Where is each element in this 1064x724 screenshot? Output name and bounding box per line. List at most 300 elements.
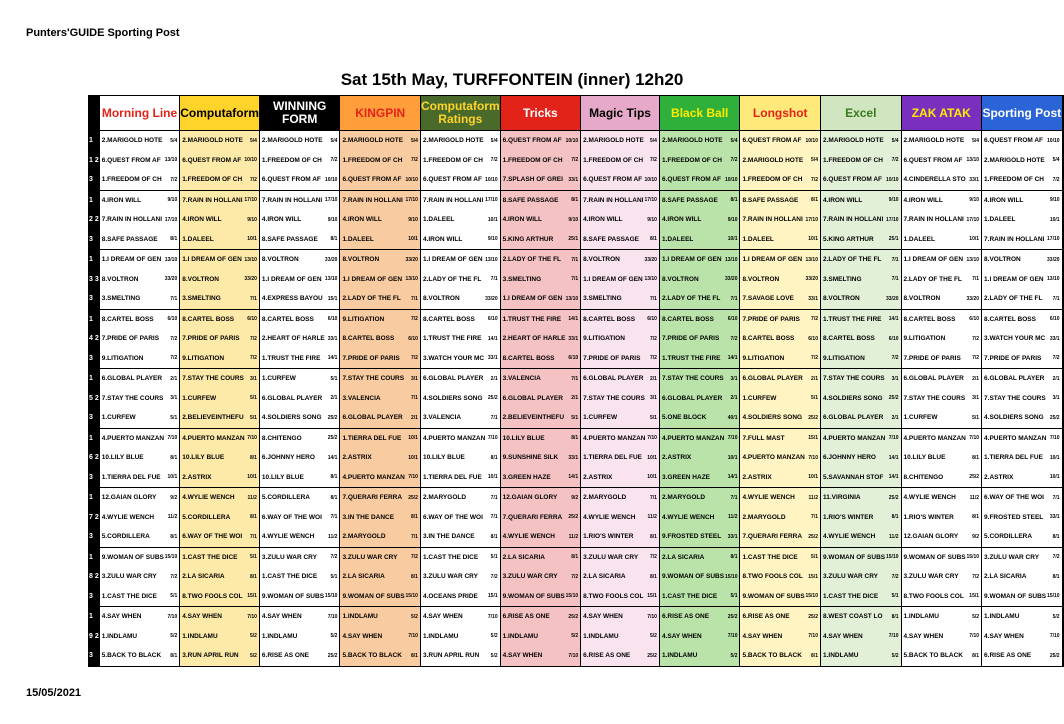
horse-name: 5.BACK TO BLACK xyxy=(742,652,802,660)
tip-cell xyxy=(180,547,260,567)
odds: 7/10 xyxy=(727,435,738,442)
odds: 8/1 xyxy=(972,454,980,461)
column-header-longshot: Longshot xyxy=(740,96,821,131)
horse-name: 8.CHITENGO xyxy=(261,434,302,442)
odds: 7/2 xyxy=(650,335,657,342)
horse-name: 6.QUEST FROM AF xyxy=(422,176,482,184)
odds: 10/1 xyxy=(408,236,418,243)
tip-cell xyxy=(420,270,500,290)
tip-cell xyxy=(500,428,581,448)
horse-name: 8.SAFE PASSAGE xyxy=(261,235,318,243)
tip-cell xyxy=(420,389,500,409)
tip-cell xyxy=(420,468,500,488)
horse-name: 6.QUEST FROM AF xyxy=(903,156,963,164)
tip-cell xyxy=(581,508,660,528)
tip-cell xyxy=(982,468,1063,488)
odds: 33/20 xyxy=(244,276,257,283)
odds: 8/1 xyxy=(730,197,738,204)
tip-cell xyxy=(982,151,1063,171)
odds: 3/1 xyxy=(249,375,257,382)
odds: 25/2 xyxy=(1049,652,1060,659)
tip-cell xyxy=(581,607,660,627)
odds: 7/10 xyxy=(888,633,899,640)
odds: 11/2 xyxy=(247,494,257,501)
horse-name: 6.RISE AS ONE xyxy=(261,652,309,660)
tip-cell xyxy=(500,289,581,309)
odds: 7/10 xyxy=(247,435,257,442)
horse-name: 7.STAY THE COURS xyxy=(101,394,164,402)
odds: 33/1 xyxy=(568,454,579,461)
horse-name: 2.MARIGOLD HOTE xyxy=(823,137,884,145)
tip-cell xyxy=(420,190,500,210)
tip-cell xyxy=(180,527,260,547)
horse-name: 1.CAST THE DICE xyxy=(182,553,238,561)
horse-name: 2.MARYGOLD xyxy=(342,533,386,541)
odds: 15/10 xyxy=(966,554,980,561)
horse-name: 8.TWO FOOLS COL xyxy=(583,592,644,600)
odds: 5/2 xyxy=(249,652,257,659)
odds: 7/2 xyxy=(972,573,980,580)
odds: 8/1 xyxy=(490,454,498,461)
odds: 5/4 xyxy=(249,137,257,144)
odds: 10/10 xyxy=(565,137,579,144)
odds: 9/2 xyxy=(972,533,980,540)
tip-cell xyxy=(901,547,982,567)
horse-name: 9.SUNSHINE SILK xyxy=(502,454,559,462)
tip-cell xyxy=(99,428,180,448)
tip-cell xyxy=(821,646,902,666)
horse-name: 4.PUERTO MANZAN xyxy=(742,454,805,462)
horse-name: 4.IRON WILL xyxy=(823,196,863,204)
tip-cell xyxy=(180,289,260,309)
tip-cell xyxy=(901,250,982,270)
table-row xyxy=(89,567,1064,587)
tip-cell xyxy=(982,190,1063,210)
odds: 10/10 xyxy=(1047,137,1060,144)
table-row xyxy=(89,389,1064,409)
horse-name: 6.QUEST FROM AF xyxy=(823,176,882,184)
horse-name: 2.MARYGOLD xyxy=(422,494,467,502)
horse-name: 4.PUERTO MANZAN xyxy=(661,434,725,442)
horse-name: 1.CAST THE DICE xyxy=(261,573,318,581)
tip-cell xyxy=(259,230,340,250)
horse-name: 3.WATCH YOUR MC xyxy=(422,354,485,362)
odds: 25/2 xyxy=(568,613,579,620)
odds: 7/1 xyxy=(730,295,738,302)
tip-cell xyxy=(259,527,340,547)
horse-name: 4.SOLDIERS SONG xyxy=(742,414,803,422)
horse-name: 1.INDLAMU xyxy=(903,613,939,621)
tip-cell xyxy=(982,329,1063,349)
odds: 7/2 xyxy=(170,355,178,362)
race-number: 1 xyxy=(89,607,100,627)
tip-cell xyxy=(581,389,660,409)
tip-cell xyxy=(740,329,821,349)
tip-cell xyxy=(420,607,500,627)
tip-cell xyxy=(740,627,821,647)
odds: 7/10 xyxy=(727,633,738,640)
tip-cell xyxy=(500,488,581,508)
tip-cell xyxy=(99,627,180,647)
odds: 8/1 xyxy=(972,514,980,521)
horse-name: 5.KING ARTHUR xyxy=(823,235,874,243)
odds: 25/1 xyxy=(888,236,899,243)
odds: 7/2 xyxy=(490,157,498,164)
tip-cell xyxy=(581,587,660,607)
horse-name: 1.RIO'S WINTER xyxy=(903,513,954,521)
right-edge xyxy=(1062,547,1063,567)
odds: 7/1 xyxy=(249,533,257,540)
horse-name: 7.STAY THE COURS xyxy=(583,394,645,402)
tip-cell xyxy=(340,389,421,409)
tip-cell xyxy=(180,230,260,250)
odds: 10/1 xyxy=(487,216,498,223)
odds: 25/1 xyxy=(568,236,579,243)
odds: 10/10 xyxy=(724,176,738,183)
odds: 17/10 xyxy=(644,197,657,204)
race-number: 7 2 xyxy=(89,508,100,528)
odds: 10/1 xyxy=(808,474,818,481)
tip-cell xyxy=(982,270,1063,290)
horse-name: 3.RUN APRIL RUN xyxy=(182,652,239,660)
horse-name: 2.MARIGOLD HOTE xyxy=(422,137,484,145)
tip-cell xyxy=(99,369,180,389)
tip-cell xyxy=(901,190,982,210)
odds: 25/2 xyxy=(888,494,899,501)
odds: 13/10 xyxy=(164,256,178,263)
tip-cell xyxy=(420,131,500,151)
tip-cell xyxy=(180,448,260,468)
odds: 17/10 xyxy=(886,216,899,223)
tip-cell xyxy=(99,230,180,250)
odds: 25/2 xyxy=(487,395,498,402)
tip-cell xyxy=(581,230,660,250)
tip-cell xyxy=(581,488,660,508)
odds: 33/20 xyxy=(405,256,418,263)
tip-cell xyxy=(420,151,500,171)
odds: 7/10 xyxy=(647,435,657,442)
tip-cell xyxy=(581,646,660,666)
tip-cell xyxy=(581,210,660,230)
horse-name: 1.I DREAM OF GEN xyxy=(342,275,403,283)
tip-cell xyxy=(821,527,902,547)
tip-cell xyxy=(740,369,821,389)
odds: 13/10 xyxy=(485,256,498,263)
tip-cell xyxy=(259,170,340,190)
tip-cell xyxy=(500,170,581,190)
horse-name: 4.WYLIE WENCH xyxy=(101,513,155,521)
tip-cell xyxy=(99,488,180,508)
tip-cell xyxy=(340,289,421,309)
horse-name: 2.LA SICARIA xyxy=(583,573,626,581)
horse-name: 8.CARTEL BOSS xyxy=(742,335,795,343)
tip-cell xyxy=(500,508,581,528)
table-row xyxy=(89,349,1064,369)
tip-cell xyxy=(821,349,902,369)
odds: 5/2 xyxy=(170,633,178,640)
tip-cell xyxy=(340,646,421,666)
horse-name: 2.LA SICARIA xyxy=(182,573,225,581)
horse-name: 1.FREEDOM OF CH xyxy=(823,156,883,164)
tip-cell xyxy=(259,468,340,488)
column-header-sporting-post: Sporting Post xyxy=(982,96,1063,131)
tip-cell xyxy=(259,289,340,309)
odds: 13/10 xyxy=(966,256,980,263)
horse-name: 1.DALEEL xyxy=(182,235,214,243)
horse-name: 7.QUERARI FERRA xyxy=(742,533,803,541)
horse-name: 5.CORDILLERA xyxy=(261,494,310,502)
odds: 3/1 xyxy=(411,375,418,382)
right-edge xyxy=(1062,468,1063,488)
tip-cell xyxy=(99,309,180,329)
horse-name: 3.IN THE DANCE xyxy=(342,513,395,521)
tip-cell xyxy=(740,587,821,607)
column-header-computaform-ratings: Computaform Ratings xyxy=(420,96,500,131)
tip-cell xyxy=(180,488,260,508)
odds: 25/2 xyxy=(1049,414,1060,421)
horse-name: 5.ONE BLOCK xyxy=(661,414,707,422)
horse-name: 1.INDLAMU xyxy=(422,632,459,640)
tip-cell xyxy=(901,527,982,547)
odds: 9/10 xyxy=(1049,197,1060,204)
tip-cell xyxy=(420,587,500,607)
tip-cell xyxy=(500,190,581,210)
horse-name: 2.MARYGOLD xyxy=(661,494,706,502)
horse-name: 10.LILY BLUE xyxy=(502,434,545,442)
odds: 25/2 xyxy=(408,494,418,501)
horse-name: 9.FROSTED STEEL xyxy=(661,533,722,541)
tip-cell xyxy=(901,408,982,428)
race-number: 3 xyxy=(89,408,100,428)
tip-cell xyxy=(259,567,340,587)
odds: 8/1 xyxy=(411,573,418,580)
horse-name: 4.PUERTO MANZAN xyxy=(182,434,245,442)
tip-cell xyxy=(99,289,180,309)
odds: 7/10 xyxy=(808,454,818,461)
horse-name: 9.WOMAN OF SUBS xyxy=(261,592,325,600)
odds: 5/1 xyxy=(972,414,980,421)
tip-cell xyxy=(500,547,581,567)
odds: 7/1 xyxy=(891,256,899,263)
horse-name: 12.GAIAN GLORY xyxy=(101,494,157,502)
tip-cell xyxy=(99,448,180,468)
odds: 7/2 xyxy=(490,573,498,580)
tip-cell xyxy=(259,151,340,171)
tip-cell xyxy=(659,131,740,151)
horse-name: 9.LITIGATION xyxy=(101,354,144,362)
horse-name: 1.I DREAM OF GEN xyxy=(182,256,242,264)
race-number: 3 xyxy=(89,230,100,250)
column-header-tricks: Tricks xyxy=(500,96,581,131)
tip-cell xyxy=(581,349,660,369)
horse-name: 8.CARTEL BOSS xyxy=(502,354,555,362)
tip-cell xyxy=(259,607,340,627)
odds: 7/1 xyxy=(1052,494,1060,501)
odds: 11/2 xyxy=(808,494,818,501)
horse-name: 12.GAIAN GLORY xyxy=(903,533,959,541)
odds: 11/2 xyxy=(647,514,657,521)
tip-cell xyxy=(740,547,821,567)
tip-cell xyxy=(821,448,902,468)
tip-cell xyxy=(180,270,260,290)
horse-name: 8.VOLTRON xyxy=(422,295,460,303)
horse-name: 7.SAVAGE LOVE xyxy=(742,295,794,303)
tip-cell xyxy=(340,190,421,210)
tip-cell xyxy=(581,329,660,349)
right-edge xyxy=(1062,607,1063,627)
horse-name: 1.INDLAMU xyxy=(583,632,619,640)
horse-name: 6.QUEST FROM AF xyxy=(182,156,242,164)
table-row xyxy=(89,230,1064,250)
horse-name: 1.INDLAMU xyxy=(101,632,138,640)
race-number: 3 xyxy=(89,646,100,666)
horse-name: 2.MARIGOLD HOTE xyxy=(583,137,644,145)
horse-name: 7.STAY THE COURS xyxy=(342,375,405,383)
horse-name: 4.PUERTO MANZAN xyxy=(984,434,1047,442)
horse-name: 8.CARTEL BOSS xyxy=(101,315,154,323)
odds: 8/1 xyxy=(170,236,178,243)
horse-name: 1.I DREAM OF GEN xyxy=(101,256,162,264)
horse-name: 9.FROSTED STEEL xyxy=(984,513,1044,521)
horse-name: 9.WOMAN OF SUBS xyxy=(742,592,805,600)
footer-date: 15/05/2021 xyxy=(26,687,82,699)
right-edge xyxy=(1062,349,1063,369)
horse-name: 8.VOLTRON xyxy=(583,256,620,264)
tip-cell xyxy=(180,349,260,369)
tip-cell xyxy=(659,527,740,547)
tip-cell xyxy=(821,428,902,448)
horse-name: 4.SAY WHEN xyxy=(422,613,463,621)
horse-name: 7.STAY THE COURS xyxy=(182,375,244,383)
horse-name: 2.LADY OF THE FL xyxy=(823,256,882,264)
horse-name: 1.FREEDOM OF CH xyxy=(182,176,243,184)
tip-cell xyxy=(420,329,500,349)
odds: 7/2 xyxy=(811,355,818,362)
table-row xyxy=(89,527,1064,547)
horse-name: 8.CARTEL BOSS xyxy=(261,315,314,323)
horse-name: 3.GREEN HAZE xyxy=(661,473,711,481)
tip-cell xyxy=(821,329,902,349)
race-number: 8 2 xyxy=(89,567,100,587)
tip-cell xyxy=(180,329,260,349)
odds: 7/1 xyxy=(249,295,257,302)
horse-name: 2.ASTRIX xyxy=(583,473,613,481)
odds: 15/1 xyxy=(808,435,818,442)
tip-cell xyxy=(180,389,260,409)
right-edge xyxy=(1062,289,1063,309)
tip-cell xyxy=(420,210,500,230)
race-number: 1 xyxy=(89,309,100,329)
horse-name: 3.ZULU WAR CRY xyxy=(502,573,558,581)
odds: 11/2 xyxy=(969,494,980,501)
table-row xyxy=(89,151,1064,171)
tip-cell xyxy=(659,230,740,250)
tip-cell xyxy=(500,151,581,171)
odds: 33/20 xyxy=(164,276,178,283)
odds: 7/10 xyxy=(969,435,980,442)
tip-cell xyxy=(740,170,821,190)
odds: 3/1 xyxy=(730,375,738,382)
horse-name: 4.PUERTO MANZAN xyxy=(823,434,886,442)
tip-cell xyxy=(821,567,902,587)
horse-name: 8.WEST COAST LO xyxy=(823,613,883,621)
tip-cell xyxy=(180,250,260,270)
tip-cell xyxy=(740,349,821,369)
right-edge xyxy=(1062,488,1063,508)
horse-name: 8.CARTEL BOSS xyxy=(342,335,395,343)
tip-cell xyxy=(180,567,260,587)
tip-cell xyxy=(99,210,180,230)
table-row xyxy=(89,587,1064,607)
odds: 9/2 xyxy=(571,494,579,501)
odds: 14/1 xyxy=(888,316,899,323)
tip-cell xyxy=(259,270,340,290)
odds: 2/1 xyxy=(170,375,178,382)
tip-cell xyxy=(581,448,660,468)
table-row xyxy=(89,508,1064,528)
odds: 5/4 xyxy=(730,137,738,144)
tip-cell xyxy=(740,210,821,230)
tip-cell xyxy=(740,289,821,309)
horse-name: 1.I DREAM OF GEN xyxy=(903,256,964,264)
horse-name: 1.I DREAM OF GEN xyxy=(422,256,483,264)
tip-cell xyxy=(500,448,581,468)
table-row xyxy=(89,329,1064,349)
odds: 2/1 xyxy=(972,375,980,382)
horse-name: 2.ASTRIX xyxy=(984,473,1014,481)
tip-cell xyxy=(259,408,340,428)
tip-cell xyxy=(982,369,1063,389)
horse-name: 7.RAIN IN HOLLANI xyxy=(261,196,323,204)
tip-cell xyxy=(821,468,902,488)
tip-cell xyxy=(659,151,740,171)
horse-name: 4.SOLDIERS SONG xyxy=(261,414,322,422)
horse-name: 4.WYLIE WENCH xyxy=(823,533,876,541)
horse-name: 1.FREEDOM OF CH xyxy=(422,156,483,164)
horse-name: 7.RAIN IN HOLLANI xyxy=(903,216,964,224)
odds: 9/10 xyxy=(727,216,738,223)
odds: 3/1 xyxy=(972,395,980,402)
odds: 7/1 xyxy=(411,395,418,402)
odds: 8/1 xyxy=(170,533,178,540)
odds: 8/1 xyxy=(249,454,257,461)
horse-name: 6.GLOBAL PLAYER xyxy=(661,394,723,402)
tip-cell xyxy=(740,309,821,329)
odds: 11/2 xyxy=(167,514,178,521)
tip-cell xyxy=(99,170,180,190)
odds: 11/2 xyxy=(327,533,338,540)
odds: 14/1 xyxy=(888,454,899,461)
tip-cell xyxy=(740,448,821,468)
odds: 3/1 xyxy=(891,375,899,382)
horse-name: 8.SAFE PASSAGE xyxy=(661,196,718,204)
odds: 7/10 xyxy=(408,474,418,481)
odds: 8/1 xyxy=(330,236,338,243)
odds: 17/10 xyxy=(164,216,178,223)
horse-name: 7.RAIN IN HOLLANI xyxy=(984,235,1045,243)
tip-cell xyxy=(581,567,660,587)
right-edge xyxy=(1062,389,1063,409)
tip-cell xyxy=(821,389,902,409)
horse-name: 8.CARTEL BOSS xyxy=(903,315,956,323)
odds: 8/1 xyxy=(650,533,657,540)
tip-cell xyxy=(420,508,500,528)
tip-cell xyxy=(99,607,180,627)
tip-cell xyxy=(901,508,982,528)
race-number: 1 xyxy=(89,488,100,508)
tip-cell xyxy=(821,369,902,389)
table-row xyxy=(89,646,1064,666)
